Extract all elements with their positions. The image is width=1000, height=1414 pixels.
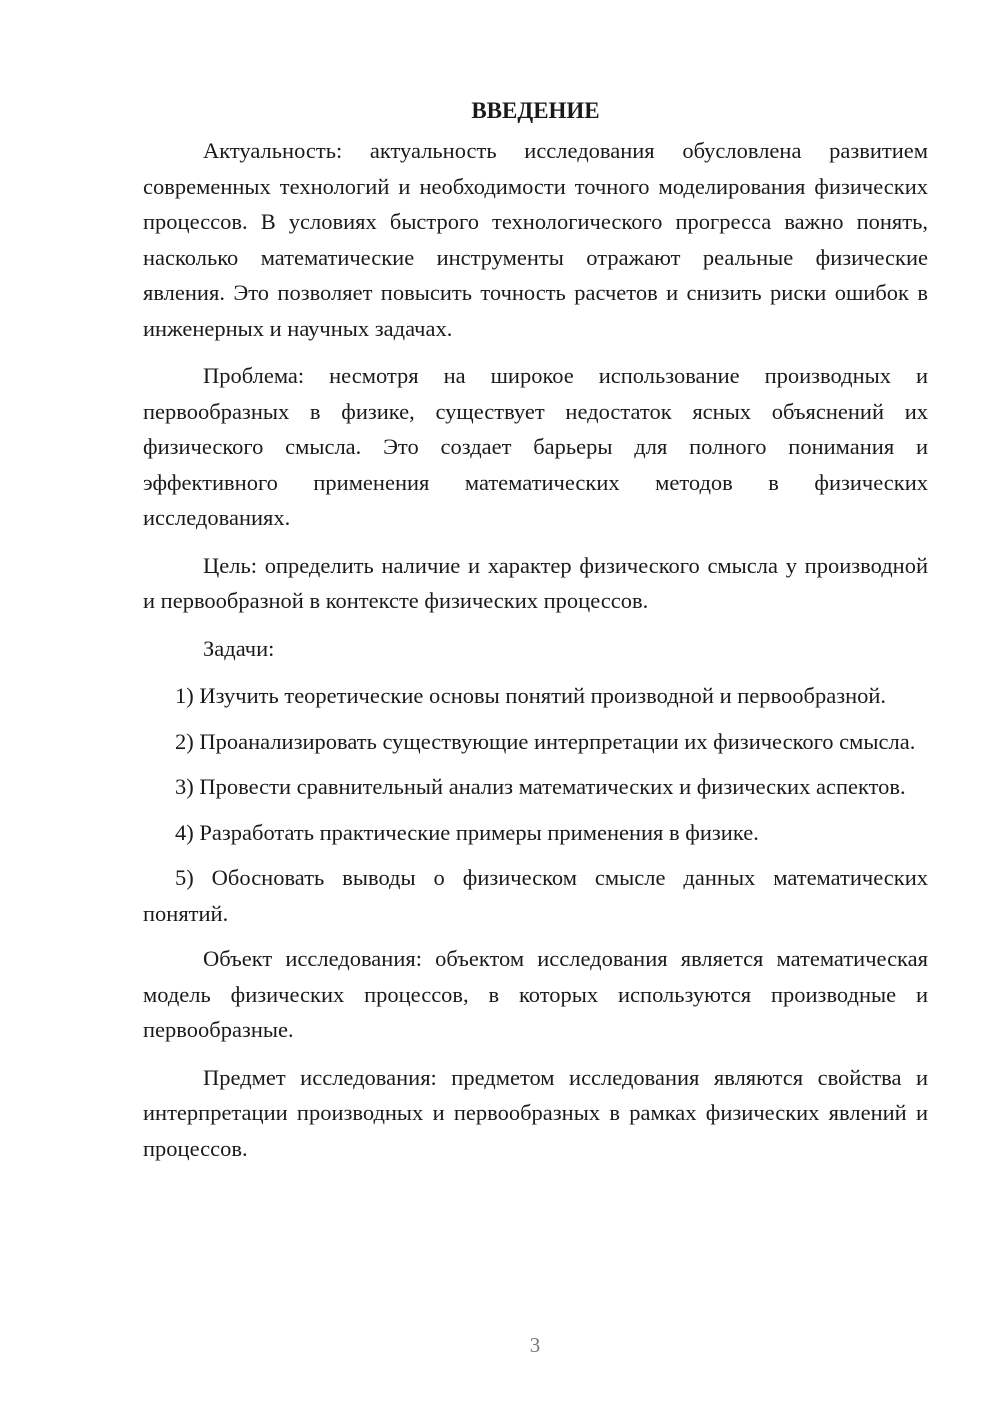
paragraph-goal: Цель: определить наличие и характер физического смысла у производной и первообразной в контексте физических процессов.: [143, 552, 928, 613]
task-item-5: 5) Обосновать выводы о физическом смысле данных математических понятий.: [143, 865, 928, 926]
paragraph-object: Объект исследования: объектом исследования является математическая модель физических процессов, в которых используются производные и первообразные.: [143, 946, 928, 1042]
page-content: [143, 93, 928, 1178]
task-item-3: 3) Провести сравнительный анализ математических и физических аспектов.: [175, 774, 906, 799]
section-title: ВВЕДЕНИЕ: [471, 98, 600, 123]
task-item-4: 4) Разработать практические примеры применения в физике.: [175, 819, 759, 845]
paragraph-subject: Предмет исследования: предметом исследования являются свойства и интерпретации производных и первообразных в рамках физических явлений и процессов.: [143, 1064, 928, 1161]
paragraph-relevance: Актуальность: актуальность исследования обусловлена развитием современных технологий и необходимости точного моделирования физических процессов. В условиях быстрого технологического прогресса важно понять, насколько математические инструменты отражают реальные физические явления. Это позволяет повысить точность расчетов и снизить риски ошибок в инженерных и научных задачах.: [143, 138, 928, 341]
paragraph-problem: Проблема: несмотря на широкое использование производных и первообразных в физике, существует недостаток ясных объяснений их физического смысла. Это создает барьеры для полного понимания и эффективного применения математических методов в физических исследованиях.: [143, 363, 928, 530]
tasks-heading: Задачи:: [203, 635, 275, 661]
task-item-2: 2) Проанализировать существующие интерпретации их физического смысла.: [175, 728, 916, 754]
page-number: 3: [529, 1333, 541, 1357]
task-item-1: 1) Изучить теоретические основы понятий производной и первообразной.: [175, 683, 887, 708]
